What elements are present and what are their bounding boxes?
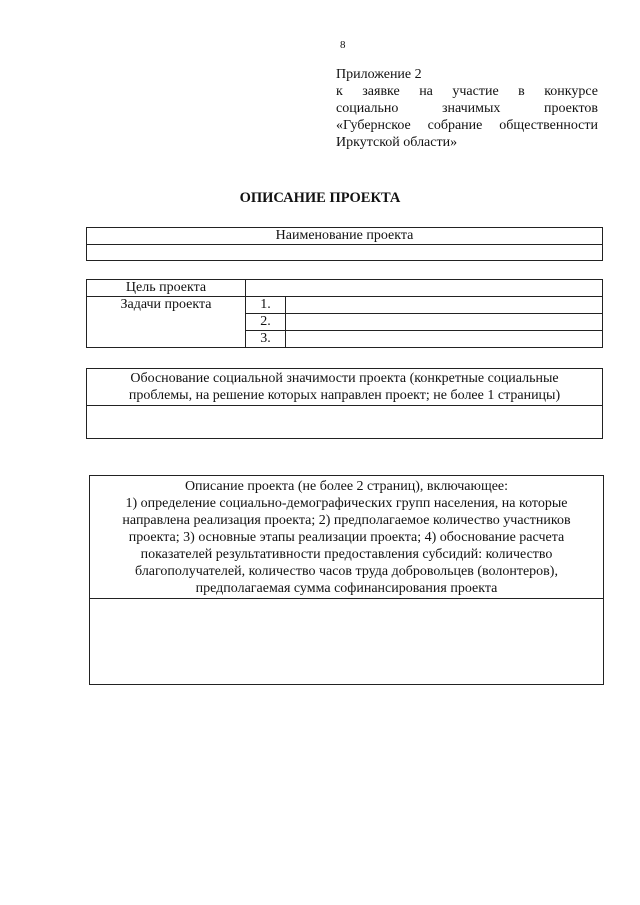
page-number: 8 [340, 39, 346, 51]
appendix-line-1: Приложение 2 [336, 67, 422, 82]
appendix-line-4: «Губернское собрание общественности [336, 118, 598, 133]
appendix-header [336, 66, 598, 151]
task-number-1: 1. [246, 297, 286, 314]
goals-tasks-table [86, 279, 603, 348]
appendix-line-3: социально значимых проектов [336, 101, 598, 116]
justification-line-1: Обоснование социальной значимости проекта (конкретные социальные [130, 371, 559, 386]
description-line-6: благополучателей, количество часов труда добровольцев (волонтеров), [135, 563, 558, 579]
justification-header [87, 369, 603, 406]
task-number-3: 3. [246, 331, 286, 348]
task-field-2[interactable] [286, 314, 603, 331]
task-number-2: 2. [246, 314, 286, 331]
document-title: ОПИСАНИЕ ПРОЕКТА [239, 190, 401, 206]
justification-table [86, 368, 603, 439]
project-name-field[interactable] [87, 245, 603, 261]
description-line-2: 1) определение социально-демографических групп населения, на которые [125, 495, 568, 511]
project-name-header: Наименование проекта [87, 228, 603, 245]
description-header [90, 476, 604, 599]
task-field-3[interactable] [286, 331, 603, 348]
description-line-1: Описание проекта (не более 2 страниц), включающее: [184, 478, 509, 494]
task-field-1[interactable] [286, 297, 603, 314]
goal-label: Цель проекта [87, 280, 246, 297]
appendix-line-5: Иркутской области» [336, 135, 458, 150]
description-line-7: предполагаемая сумма софинансирования проекта [195, 580, 498, 596]
justification-field[interactable] [87, 406, 603, 439]
description-line-3: направлена реализация проекта; 2) предполагаемое количество участников [122, 512, 571, 528]
goal-field[interactable] [246, 280, 603, 297]
description-table [89, 475, 604, 685]
appendix-line-2: к заявке на участие в конкурсе [336, 84, 598, 99]
description-line-4: проекта; 3) основные этапы реализации проекта; 4) обоснование расчета [128, 529, 565, 545]
description-line-5: показателей результативности предоставления субсидий: количество [140, 546, 553, 562]
project-name-table [86, 227, 603, 261]
description-field[interactable] [90, 599, 604, 685]
tasks-label: Задачи проекта [87, 297, 246, 348]
justification-line-2: проблемы, на решение которых направлен проект; не более 1 страницы) [128, 388, 561, 403]
